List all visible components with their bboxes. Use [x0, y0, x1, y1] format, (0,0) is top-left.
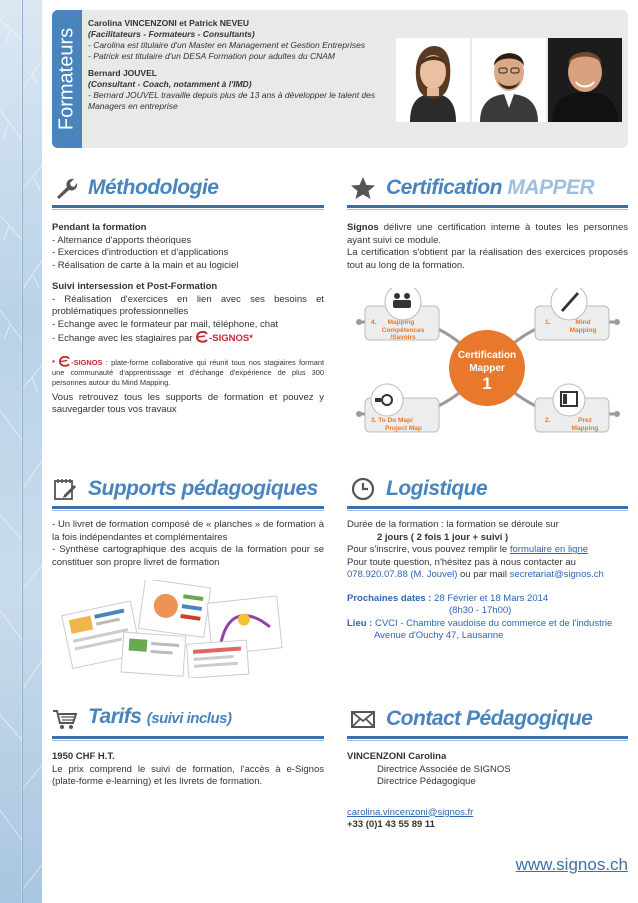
- mapper-node2-line1: Prez: [578, 417, 592, 424]
- envelope-icon: [350, 707, 376, 731]
- esignos-note: [52, 356, 324, 388]
- methodologie-item: - Réalisation d'exercices en lien avec ses besoins et problématiques professionnelles: [52, 293, 324, 317]
- e-signos-logo-icon: [195, 331, 209, 343]
- supports-p2: - Synthèse cartographique des acquis de la formation pour se constituer son propre livret de formation: [52, 544, 324, 568]
- note-brand: -SIGNOS: [71, 357, 103, 367]
- online-form-link[interactable]: formulaire en ligne: [509, 544, 589, 555]
- methodologie-final: Vous retrouvez tous les supports de formation et pouvez y sauvegarder tous vos travaux: [52, 391, 324, 415]
- mapper-node1-line2: Mapping: [569, 327, 597, 334]
- contact-header: [350, 701, 630, 731]
- registration-text: Pour s'inscrire, vous pouvez remplir le: [347, 544, 508, 555]
- dates-value: 28 Février et 18 Mars 2014: [434, 592, 549, 604]
- methodologie-h2: Suivi intersession et Post-Formation: [52, 281, 218, 292]
- mapper-node2-num: 2.: [545, 417, 551, 424]
- secretariat-email[interactable]: secretariat@signos.ch: [509, 569, 604, 580]
- contact-phone: +33 (0)1 43 55 89 11: [347, 819, 435, 830]
- duration-line: Durée de la formation : la formation se déroule sur: [347, 519, 559, 530]
- duration-value: 2 jours ( 2 fois 1 jour + suivi ): [377, 531, 509, 543]
- contact-name: VINCENZONI Carolina: [347, 751, 447, 762]
- mapper-node1-num: 1.: [545, 319, 551, 326]
- trainers-panel: [52, 10, 628, 148]
- mapper-center-line2: Mapper: [469, 363, 505, 374]
- contact-body: [347, 751, 628, 832]
- clock-icon: [350, 477, 376, 501]
- registration-line: [347, 544, 628, 557]
- address-value: Avenue d'Ouchy 47, Lausanne: [374, 630, 504, 641]
- methodologie-title: Méthodologie: [88, 176, 219, 199]
- supports-p1: - Un livret de formation composé de « planches » de formation à la fois indépendantes et complémentaires: [52, 519, 324, 543]
- logistique-body: [347, 519, 628, 643]
- training-booklet-collage: [60, 580, 288, 678]
- mapper-node4-line3: /Savoirs: [390, 334, 416, 341]
- contact-email[interactable]: carolina.vincenzoni@signos.fr: [347, 806, 474, 818]
- mapper-node2-line2: Mapping: [571, 425, 599, 432]
- methodologie-body: [52, 222, 324, 417]
- tarifs-header: [52, 701, 324, 731]
- center-vein: [22, 0, 23, 903]
- methodologie-item: - Alternance d'apports théoriques: [52, 234, 192, 246]
- price-description: Le prix comprend le suivi de formation, l'accès à e-Signos (plate-forme e-learning) et les livrets de formation.: [52, 763, 324, 787]
- trainer-desc-bernard: - Bernard JOUVEL travaille depuis plus de 13 ans à développer le talent des Managers en entreprise: [88, 90, 376, 111]
- methodologie-rule: [52, 205, 324, 208]
- contact-role-1: Directrice Associée de SIGNOS: [377, 763, 511, 775]
- trainer-photos: [396, 38, 622, 122]
- contact-details-line: [347, 569, 628, 582]
- leaf-vein-pattern: [0, 0, 42, 903]
- trainer-photo-patrick: [472, 38, 546, 122]
- esignos-brand: -SIGNOS*: [209, 333, 253, 344]
- supports-title: Supports pédagogiques: [88, 477, 318, 500]
- methodologie-item: - Exercices d'introduction et d'applications: [52, 247, 229, 258]
- trainer-role-1: (Facilitateurs - Formateurs - Consultants): [88, 29, 255, 39]
- trainers-text-block: [88, 18, 388, 112]
- certification-mapper-diagram: [347, 288, 627, 446]
- place-value: CVCI - Chambre vaudoise du commerce et de l'industrie: [374, 617, 613, 629]
- logistique-title: Logistique: [386, 477, 488, 500]
- certification-text2: La certification s'obtient par la réalisation des exercices proposés tout au long de la formation.: [347, 247, 628, 271]
- certification-title-b: MAPPER: [507, 176, 595, 199]
- trainers-label-text: Formateurs: [55, 27, 78, 131]
- wrench-icon: [52, 176, 78, 200]
- trainer-desc-carolina: - Carolina est titulaire d'un Master en Management et Gestion Entreprises: [88, 40, 366, 50]
- mapper-node4-line1: Mapping: [387, 319, 415, 326]
- contact-title: Contact Pédagogique: [386, 707, 593, 730]
- supports-body: [52, 519, 324, 569]
- note-star: *: [52, 357, 55, 367]
- trainer-photo-carolina: [396, 38, 470, 122]
- methodologie-header: [52, 170, 320, 200]
- signos-brand: Signos: [347, 222, 379, 233]
- mapper-node3-line2: Project Map: [385, 425, 422, 432]
- note-text: : plate-forme collaborative qui réunit tous nos stagiaires formant une communauté d'apprentissage et d'échange d'expérience de plus 300 personnes autour du Mind Mapping.: [52, 357, 324, 387]
- certification-title: [386, 176, 594, 200]
- tarifs-body: [52, 751, 324, 789]
- trainer-name-bernard: Bernard JOUVEL: [88, 68, 157, 78]
- mapper-node4-num: 4.: [371, 319, 377, 326]
- trainer-role-bernard: (Consultant - Coach, notamment à l'IMD): [88, 79, 252, 89]
- methodologie-h1: Pendant la formation: [52, 222, 147, 233]
- tarifs-rule: [52, 736, 324, 739]
- trainer-names-1: Carolina VINCENZONI et Patrick NEVEU: [88, 18, 250, 28]
- tarifs-title-main: Tarifs: [88, 705, 142, 728]
- mapper-center-line1: Certification: [457, 350, 517, 361]
- dates-line: [347, 593, 628, 606]
- trainer-desc-patrick: - Patrick est titulaire d'un DESA Formation pour adultes du CNAM: [88, 51, 335, 61]
- place-line: [347, 618, 628, 631]
- notepad-icon: [52, 477, 78, 501]
- e-signos-logo-icon: [58, 356, 71, 367]
- logistique-header: [350, 471, 630, 501]
- contact-role-2: Directrice Pédagogique: [377, 776, 476, 787]
- price: 1950 CHF H.T.: [52, 751, 115, 762]
- supports-rule: [52, 506, 324, 509]
- tarifs-title: [88, 705, 231, 731]
- supports-header: [52, 471, 324, 501]
- methodologie-item-prefix: - Echange avec les stagiaires par: [52, 333, 193, 344]
- trainers-side-label: [52, 10, 82, 148]
- mapper-center-number: 1: [482, 374, 492, 393]
- logistique-rule: [347, 506, 628, 509]
- contact-rule: [347, 736, 628, 739]
- certification-header: [350, 170, 630, 200]
- certification-title-a: Certification: [386, 176, 503, 199]
- trainer-photo-bernard: [548, 38, 622, 122]
- place-label: Lieu :: [347, 617, 373, 629]
- website-link[interactable]: www.signos.ch: [515, 855, 628, 874]
- certification-text1: [347, 222, 628, 247]
- mapper-node1-line1: Mind: [575, 319, 591, 326]
- methodologie-item: - Echange avec le formateur par mail, téléphone, chat: [52, 318, 279, 330]
- cart-icon: [52, 707, 78, 731]
- mapper-node3-line1: 3. To Do Map/: [371, 417, 413, 424]
- certification-text1-rest: délivre une certification interne à toutes les personnes ayant suivi ce module.: [347, 222, 628, 246]
- phone-number: 078.920.07.88 (M. Jouvel): [347, 569, 458, 580]
- certification-body: [347, 222, 628, 272]
- certification-rule: [347, 205, 628, 208]
- mapper-node4-line2: Compétences: [381, 327, 425, 334]
- methodologie-item: - Réalisation de carte à la main et au logiciel: [52, 259, 239, 271]
- left-decorative-band: [0, 0, 42, 903]
- star-icon: [350, 176, 376, 200]
- contact-line: Pour toute question, n'hésitez pas à nous contacter au: [347, 556, 576, 568]
- methodologie-item: [52, 331, 324, 346]
- hours-value: (8h30 - 17h00): [449, 605, 512, 616]
- tarifs-subtitle: (suivi inclus): [146, 710, 232, 727]
- contact-mid: ou par mail: [457, 569, 510, 580]
- dates-label: Prochaines dates :: [347, 592, 432, 604]
